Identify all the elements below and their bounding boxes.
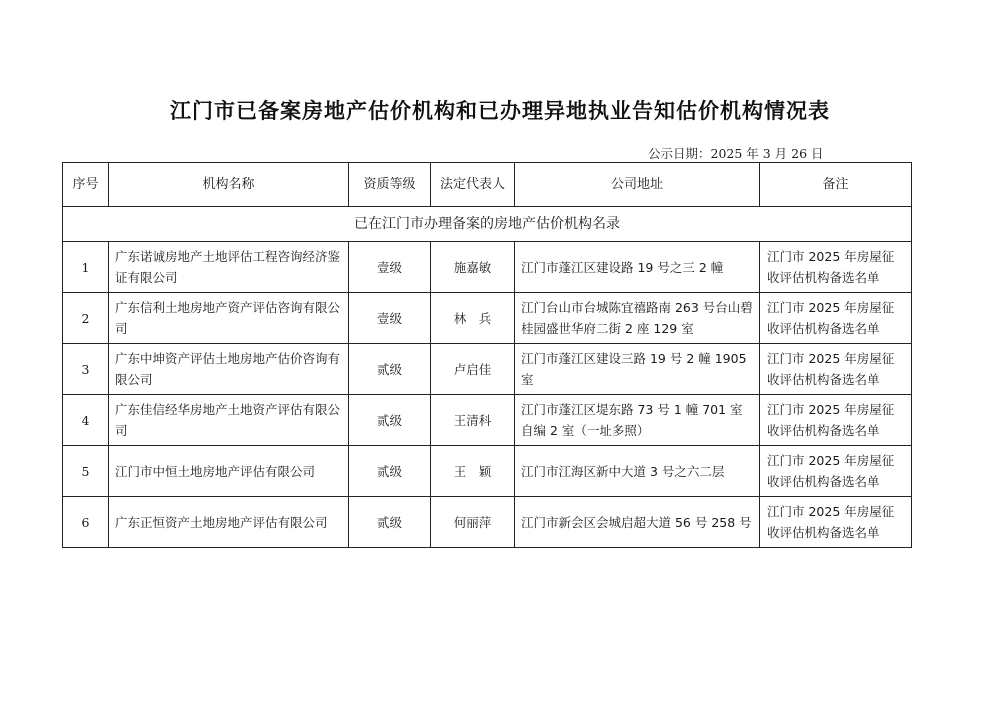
cell-note: 江门市 2025 年房屋征收评估机构备选名单 bbox=[760, 242, 912, 293]
table-row bbox=[63, 344, 912, 395]
cell-note: 江门市 2025 年房屋征收评估机构备选名单 bbox=[760, 344, 912, 395]
cell-name: 广东佳信经华房地产土地资产评估有限公司 bbox=[109, 395, 349, 446]
cell-rep: 林 兵 bbox=[431, 293, 515, 344]
cell-name: 江门市中恒土地房地产评估有限公司 bbox=[109, 446, 349, 497]
cell-note: 江门市 2025 年房屋征收评估机构备选名单 bbox=[760, 395, 912, 446]
header-no: 序号 bbox=[63, 163, 109, 207]
cell-grade: 贰级 bbox=[349, 446, 431, 497]
cell-rep: 施嘉敏 bbox=[431, 242, 515, 293]
table-body bbox=[63, 163, 912, 548]
cell-address: 江门台山市台城陈宜禧路南 263 号台山碧桂园盛世华府二街 2 座 129 室 bbox=[515, 293, 760, 344]
cell-address: 江门市蓬江区建设路 19 号之三 2 幢 bbox=[515, 242, 760, 293]
cell-grade: 贰级 bbox=[349, 344, 431, 395]
header-rep: 法定代表人 bbox=[431, 163, 515, 207]
header-grade: 资质等级 bbox=[349, 163, 431, 207]
section-title: 已在江门市办理备案的房地产估价机构名录 bbox=[63, 207, 912, 242]
institution-table bbox=[62, 162, 912, 548]
cell-no: 1 bbox=[63, 242, 109, 293]
cell-note: 江门市 2025 年房屋征收评估机构备选名单 bbox=[760, 293, 912, 344]
cell-no: 2 bbox=[63, 293, 109, 344]
table-row bbox=[63, 293, 912, 344]
cell-address: 江门市江海区新中大道 3 号之六二层 bbox=[515, 446, 760, 497]
cell-name: 广东信利土地房地产资产评估咨询有限公司 bbox=[109, 293, 349, 344]
table-row bbox=[63, 395, 912, 446]
cell-note: 江门市 2025 年房屋征收评估机构备选名单 bbox=[760, 497, 912, 548]
cell-rep: 王清科 bbox=[431, 395, 515, 446]
document-title: 江门市已备案房地产估价机构和已办理异地执业告知估价机构情况表 bbox=[170, 99, 830, 123]
cell-rep: 王 颖 bbox=[431, 446, 515, 497]
cell-address: 江门市蓬江区堤东路 73 号 1 幢 701 室自编 2 室（一址多照） bbox=[515, 395, 760, 446]
table-row bbox=[63, 446, 912, 497]
cell-no: 5 bbox=[63, 446, 109, 497]
cell-grade: 贰级 bbox=[349, 395, 431, 446]
cell-name: 广东诺诚房地产土地评估工程咨询经济鉴证有限公司 bbox=[109, 242, 349, 293]
section-row bbox=[63, 207, 912, 242]
cell-no: 4 bbox=[63, 395, 109, 446]
header-note: 备注 bbox=[760, 163, 912, 207]
table-row bbox=[63, 242, 912, 293]
cell-name: 广东正恒资产土地房地产评估有限公司 bbox=[109, 497, 349, 548]
header-address: 公司地址 bbox=[515, 163, 760, 207]
header-row bbox=[63, 163, 912, 207]
cell-address: 江门市蓬江区建设三路 19 号 2 幢 1905 室 bbox=[515, 344, 760, 395]
cell-note: 江门市 2025 年房屋征收评估机构备选名单 bbox=[760, 446, 912, 497]
cell-no: 6 bbox=[63, 497, 109, 548]
publish-date: 公示日期：2025 年 3 月 26 日 bbox=[648, 146, 824, 161]
cell-grade: 壹级 bbox=[349, 293, 431, 344]
cell-no: 3 bbox=[63, 344, 109, 395]
cell-grade: 贰级 bbox=[349, 497, 431, 548]
cell-rep: 卢启佳 bbox=[431, 344, 515, 395]
cell-address: 江门市新会区会城启超大道 56 号 258 号 bbox=[515, 497, 760, 548]
cell-name: 广东中坤资产评估土地房地产估价咨询有限公司 bbox=[109, 344, 349, 395]
cell-rep: 何丽萍 bbox=[431, 497, 515, 548]
cell-grade: 壹级 bbox=[349, 242, 431, 293]
table-row bbox=[63, 497, 912, 548]
header-name: 机构名称 bbox=[109, 163, 349, 207]
